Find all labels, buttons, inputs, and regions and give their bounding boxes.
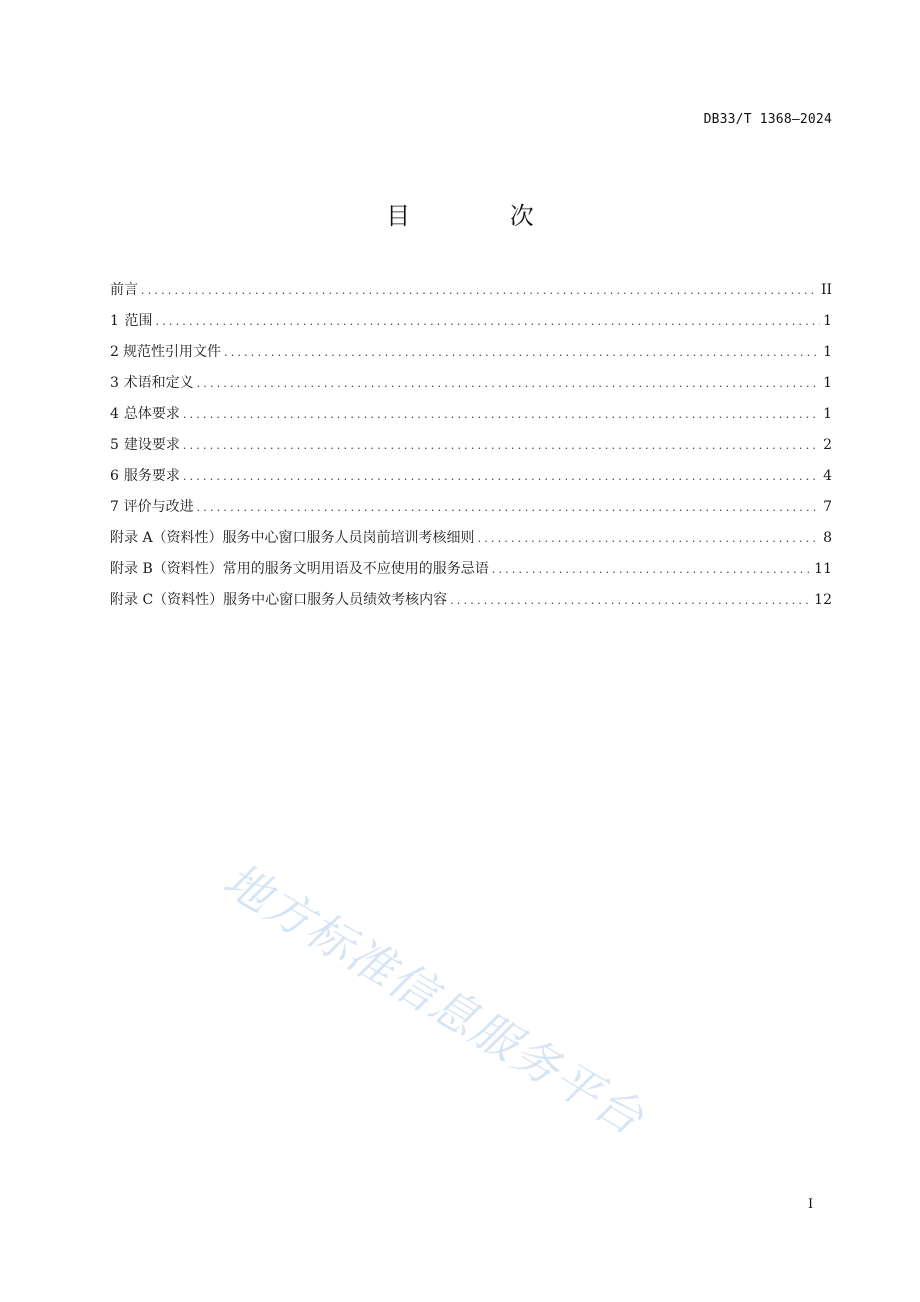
toc-dot-leader xyxy=(183,436,820,456)
toc-entry-number: 5 xyxy=(110,437,119,453)
watermark: 地方标准信息服务平台 xyxy=(214,852,654,1146)
toc-entry-appendix-c[interactable] xyxy=(110,590,832,621)
toc-entry-label[interactable]: 术语和定义 xyxy=(123,375,194,391)
toc-appendix-prefix: 附录 B（资料性） xyxy=(110,561,223,577)
toc-appendix-prefix: 附录 A（资料性） xyxy=(110,530,223,546)
toc-entry-label[interactable]: 服务要求 xyxy=(123,468,180,484)
toc-entry-page: 4 xyxy=(823,468,832,484)
toc-entry-label[interactable]: 总体要求 xyxy=(123,406,180,422)
toc-entry-label[interactable]: 规范性引用文件 xyxy=(123,344,222,360)
toc-entry-page: 11 xyxy=(814,561,832,577)
toc-entry-appendix-a[interactable] xyxy=(110,528,832,559)
toc-entry-number: 7 xyxy=(110,499,119,515)
toc-entry-page: II xyxy=(820,282,832,298)
toc-entry-page: 1 xyxy=(823,406,832,422)
toc-entry-foreword[interactable] xyxy=(110,280,832,311)
toc-entry-page: 7 xyxy=(823,499,832,515)
toc-entry-number: 3 xyxy=(110,375,119,391)
toc-entry-page: 2 xyxy=(823,437,832,453)
toc-entry-number: 2 xyxy=(110,344,119,360)
toc-entry-number: 6 xyxy=(110,468,119,484)
toc-entry-label[interactable]: 范围 xyxy=(124,313,153,329)
toc-entry-evaluation-improvement[interactable] xyxy=(110,497,832,528)
toc-dot-leader xyxy=(197,498,820,518)
toc-dot-leader xyxy=(478,529,821,549)
toc-dot-leader xyxy=(450,591,811,611)
toc-entry-construction-requirements[interactable] xyxy=(110,435,832,466)
toc-entry-number: 1 xyxy=(110,313,119,329)
toc-entry-label[interactable]: 建设要求 xyxy=(123,437,180,453)
toc-appendix-prefix: 附录 C（资料性） xyxy=(110,592,224,608)
toc-entry-page: 8 xyxy=(823,530,832,546)
toc-entry-general-requirements[interactable] xyxy=(110,404,832,435)
toc-entry-normative-references[interactable] xyxy=(110,342,832,373)
toc-entry-page: 1 xyxy=(823,375,832,391)
toc-dot-leader xyxy=(492,560,811,580)
table-of-contents xyxy=(110,280,832,621)
toc-dot-leader xyxy=(224,343,820,363)
toc-entry-label[interactable]: 评价与改进 xyxy=(123,499,194,515)
toc-entry-appendix-b[interactable] xyxy=(110,559,832,590)
toc-entry-label[interactable]: 常用的服务文明用语及不应使用的服务忌语 xyxy=(222,561,489,577)
toc-dot-leader xyxy=(197,374,820,394)
toc-entry-number: 4 xyxy=(110,406,119,422)
toc-entry-label[interactable]: 前言 xyxy=(110,282,138,298)
toc-entry-page: 12 xyxy=(814,592,832,608)
toc-entry-terms-definitions[interactable] xyxy=(110,373,832,404)
toc-dot-leader xyxy=(156,312,821,332)
toc-entry-scope[interactable] xyxy=(110,311,832,342)
toc-entry-service-requirements[interactable] xyxy=(110,466,832,497)
toc-entry-label[interactable]: 服务中心窗口服务人员绩效考核内容 xyxy=(223,592,448,608)
toc-entry-page: 1 xyxy=(823,344,832,360)
toc-dot-leader xyxy=(141,281,818,301)
toc-entry-page: 1 xyxy=(823,313,832,329)
toc-dot-leader xyxy=(183,467,820,487)
standard-code: DB33/T 1368—2024 xyxy=(703,112,832,127)
toc-title: 目 次 xyxy=(386,202,580,230)
toc-dot-leader xyxy=(183,405,820,425)
page-number: I xyxy=(808,1197,814,1212)
toc-entry-label[interactable]: 服务中心窗口服务人员岗前培训考核细则 xyxy=(222,530,475,546)
